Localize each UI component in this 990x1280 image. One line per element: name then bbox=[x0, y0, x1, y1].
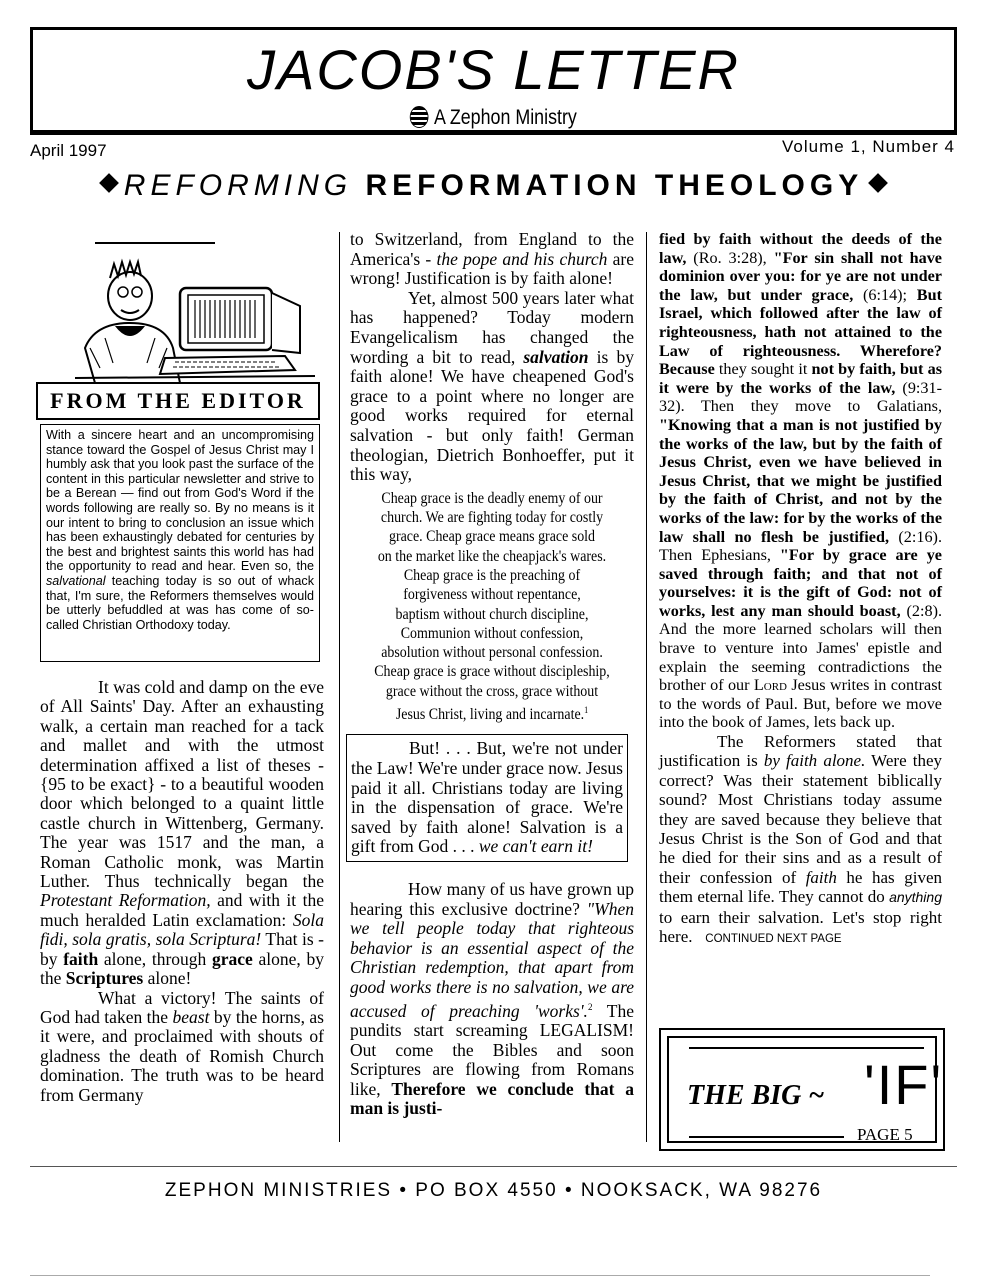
text-run: "When we tell people today that righteous behavior is an essential aspect of the Christian redemption, that apart from good works there is no salvation, we are accused of preaching 'works'. bbox=[350, 898, 634, 1021]
text-run: "For by grace are ye saved through faith; and that not of yourselves: it is the gift of God: not of works, lest any man should boast, bbox=[659, 546, 942, 620]
text-run: they sought it bbox=[714, 360, 812, 379]
text-run: Yet, almost 500 years later what has happened? Today modern Evangelicalism has changed the wording a bit to read, bbox=[350, 287, 634, 367]
text-run: we can't earn it! bbox=[478, 836, 593, 857]
text-run: the pope and his church bbox=[436, 248, 608, 269]
text-run: to Switzerland, from England to the America's - bbox=[350, 229, 634, 269]
text-run: (Ro. 3:28), bbox=[686, 248, 774, 267]
diamond-icon bbox=[868, 173, 888, 193]
from-the-editor-heading: FROM THE EDITOR bbox=[36, 382, 320, 420]
paragraph bbox=[350, 230, 634, 289]
text-run: Sola fidi, sola gratis, sola Scriptura! bbox=[40, 909, 324, 950]
newsletter-title: JACOB'S LETTER bbox=[246, 38, 740, 101]
bottom-rule bbox=[30, 1275, 930, 1276]
decorative-rule bbox=[689, 1047, 924, 1049]
quote-line: baptism without church discipline, bbox=[395, 605, 589, 623]
text-run: he has given them eternal life. They cannot do bbox=[659, 867, 942, 907]
headline-part1: REFORMING bbox=[123, 169, 353, 202]
diamond-icon bbox=[99, 173, 119, 193]
footer-address: ZEPHON MINISTRIES • PO BOX 4550 • NOOKSACK, WA 98276 bbox=[164, 1180, 823, 1201]
text-run: What a victory! The saints of God had taken the bbox=[40, 987, 324, 1027]
text-run: alone, by the bbox=[40, 948, 324, 989]
text-run: by faith alone. bbox=[763, 751, 866, 771]
text-run: The Reformers stated that justification is bbox=[659, 732, 942, 771]
column-divider bbox=[339, 232, 340, 1142]
quote-line: absolution without personal confession. bbox=[381, 644, 603, 662]
paragraph bbox=[350, 289, 634, 485]
text-run: "Knowing that a man is not justified by the works of the law, but by the faith of Jesus Christ, even we have believed in Jesus Christ, that we might be justified by the faith of Christ, and not by the works of the law: for by the works of the law shall no flesh be justified, bbox=[659, 415, 942, 546]
text-run: are wrong! Justification is by faith alone! bbox=[350, 248, 634, 289]
paragraph bbox=[659, 732, 942, 949]
text-run: anything bbox=[889, 889, 942, 906]
text-run: is by faith alone! We have cheapened God's grace to a point where no longer are good works required for eternal salvation - but only faith! German theologian, Dietrich Bonhoeffer, put it this way, bbox=[350, 346, 634, 485]
editor-text: teaching today is so out of whack that, I'm sure, the Reformers themselves would be utterly befuddled at was has come of so-called Christian Orthodoxy today. bbox=[46, 573, 314, 632]
ministry-name: A Zephon Ministry bbox=[433, 106, 577, 129]
text-run: That is - by bbox=[40, 929, 324, 969]
paragraph bbox=[40, 989, 324, 1105]
text-run: to earn their salvation. Let's stop right here. bbox=[659, 907, 942, 947]
text-run: salvation bbox=[523, 346, 589, 367]
text-run: Jesus writes in contrast to the words of Paul. But, before we move into the book of James, lets back up. bbox=[659, 676, 942, 732]
box-inner-border bbox=[667, 1036, 944, 1144]
text-run: faith bbox=[63, 948, 99, 969]
text-run: beast bbox=[172, 1006, 210, 1027]
big-if-lead: THE BIG ~ bbox=[687, 1080, 825, 1111]
bonhoeffer-quote bbox=[364, 489, 620, 725]
quote-line: grace. Cheap grace means grace sold bbox=[388, 528, 596, 546]
text-run: But Israel, which followed after the law of righteousness, hath not attained to the Law of righteousness. Wherefore? Because bbox=[659, 285, 942, 379]
decorative-rule bbox=[689, 1136, 844, 1138]
globe-icon bbox=[410, 106, 429, 128]
page-reference: PAGE 5 bbox=[857, 1125, 913, 1144]
quote-line: Cheap grace is the preaching of bbox=[403, 566, 581, 584]
decorative-rule bbox=[95, 242, 215, 244]
text-run: (9:31-32). Then they move to Galatians, bbox=[659, 378, 942, 416]
text-run: Scriptures bbox=[65, 968, 144, 989]
text-run: alone, through bbox=[98, 948, 213, 969]
text-run: It was cold and damp on the eve of All Saints' Day. After an exhausting walk, a certain man reached for a tack and mallet and with the utmost determination affixed a list of theses - {95 to be exact} - to a beautiful wooden door which belonged to a quaint little castle church in Wittenberg, Germany. The year was 1517 and the man, a Roman Catholic monk, was Martin Luther. Thus technically began the bbox=[40, 677, 324, 892]
footnote-ref: 1 bbox=[584, 704, 589, 715]
editor-text: With a sincere heart and an uncompromising stance toward the Gospel of Jesus Christ may I humbly ask that you look past the surface of the content in this particular newsletter and strive to be a Berean — find out from God's Word if the words following are really so. By no means is it our intent to bring to conclusion an issue which has been exhaustingly debated for centuries by the best and brightest saints this world has had the opportunity to read and hear. Even so, the bbox=[46, 428, 314, 574]
text-run: fied by faith without the deeds of the law, bbox=[659, 230, 942, 267]
big-if-word: 'IF' bbox=[864, 1053, 944, 1116]
text-run: Therefore we conclude that a man is justi- bbox=[350, 1078, 634, 1119]
text-run: alone! bbox=[143, 968, 192, 989]
quote-line: on the market like the cheapjack's wares. bbox=[377, 547, 607, 565]
paragraph bbox=[350, 880, 634, 1119]
quote-line bbox=[364, 701, 620, 724]
headline-part2: REFORMATION THEOLOGY bbox=[365, 169, 864, 202]
quote-line: Communion without confession, bbox=[400, 624, 584, 642]
text-run: But! . . . But, we're not under the Law! We're under grace now. Jesus paid it all. Christians today are living in the dispensation of grace. We're saved by faith alone! Salvation is a gift from God . . . bbox=[351, 738, 623, 857]
text-run: grace bbox=[212, 948, 253, 969]
paragraph bbox=[40, 678, 324, 989]
column-3 bbox=[659, 230, 942, 950]
column-2 bbox=[350, 230, 634, 1119]
text-run: "For sin shall not have dominion over you: for ye are not under the law, but under grace, bbox=[659, 248, 942, 304]
quote-line: Cheap grace is the deadly enemy of our bbox=[381, 489, 603, 507]
column-divider bbox=[646, 232, 647, 1142]
paragraph bbox=[659, 230, 942, 732]
text-run: Lord bbox=[753, 676, 787, 695]
footnote-ref: 2 bbox=[587, 1001, 593, 1012]
text-run: Jesus Christ, living and incarnate. bbox=[395, 706, 585, 724]
text-run: Were they correct? Was their statement biblically sound? Most Christians today assume they are saved because they believe that Jesus Christ is the Son of God and that he died for their sins and as a result of their confession of bbox=[659, 751, 943, 887]
column-1-body bbox=[40, 678, 324, 1105]
issue-date: April 1997 bbox=[30, 141, 107, 160]
continued-next-page: CONTINUED NEXT PAGE bbox=[705, 933, 842, 946]
text-run: The pundits start screaming LEGALISM! Out come the Bibles and soon Scriptures are flowing from Romans like, bbox=[350, 1000, 634, 1099]
text-run: (6:14); bbox=[853, 285, 917, 304]
quote-line: grace without the cross, grace without bbox=[385, 682, 599, 700]
callout-box bbox=[346, 734, 628, 862]
masthead bbox=[30, 27, 957, 135]
editor-text-emphasis: salvational bbox=[46, 573, 106, 588]
text-run: (2:8). And the more learned scholars will then brave to venture into James' epistle and explain the seeming contradictions the brother of our bbox=[659, 601, 943, 695]
text-run: (2:16). Then Ephesians, bbox=[659, 527, 942, 565]
quote-line: forgiveness without repentance, bbox=[403, 586, 581, 604]
main-headline bbox=[30, 168, 957, 204]
newsletter-subtitle bbox=[102, 106, 885, 130]
editor-cartoon-illustration bbox=[55, 248, 325, 383]
text-run: not by faith, but as it were by the works of the law, bbox=[659, 360, 942, 397]
editor-note bbox=[40, 424, 320, 662]
text-run: and with it the much heralded Latin exclamation: bbox=[40, 890, 324, 930]
text-run: How many of us have grown up hearing this exclusive doctrine? bbox=[350, 879, 634, 919]
quote-line: church. We are fighting today for costly bbox=[380, 509, 604, 527]
the-big-if-box bbox=[659, 1028, 945, 1151]
paragraph bbox=[351, 739, 623, 857]
text-run: by the horns, as it were, and proclaimed with shouts of gladness the death of Romish Church domination. The truth was to be heard from Germany bbox=[40, 1006, 324, 1105]
footer-rule bbox=[30, 1166, 957, 1167]
quote-line: Cheap grace is grace without discipleship, bbox=[374, 663, 610, 681]
issue-volume: Volume 1, Number 4 bbox=[782, 137, 955, 156]
text-run: Protestant Reformation, bbox=[40, 890, 211, 911]
text-run: faith bbox=[805, 867, 837, 887]
